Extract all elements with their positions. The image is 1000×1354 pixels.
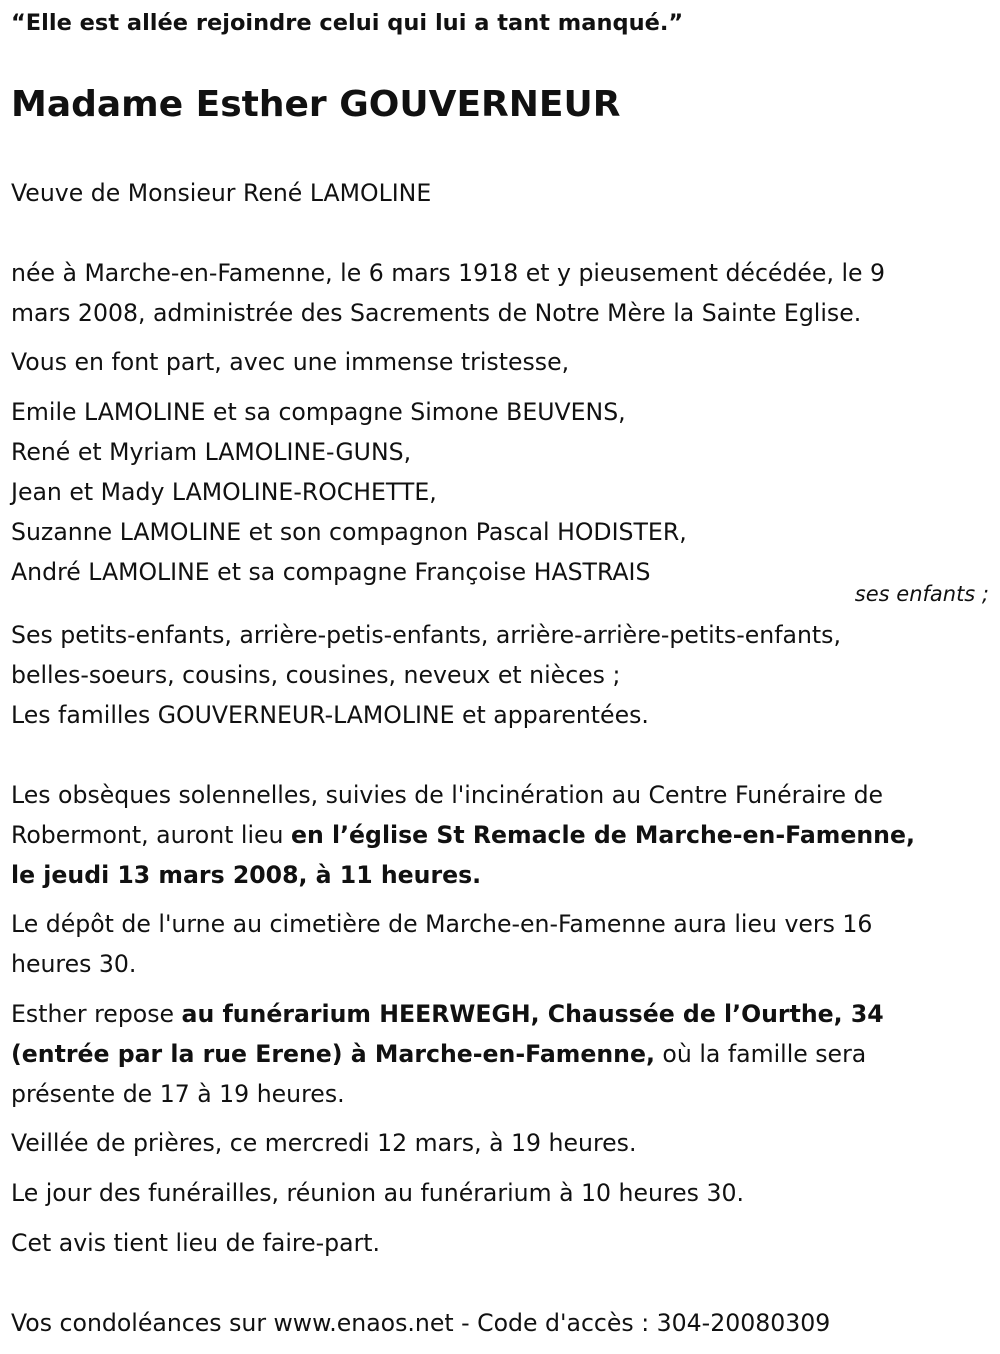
funeral-line-1: Les obsèques solennelles, suivies de l'incinération au Centre Funéraire de <box>11 781 884 809</box>
family-line: belles-soeurs, cousins, cousines, neveux et nièces ; <box>11 661 621 689</box>
urn-line-2: heures 30. <box>11 950 137 978</box>
funeral-line-2 <box>11 815 986 855</box>
widow-line: Veuve de Monsieur René LAMOLINE <box>11 179 432 207</box>
repose-line-2 <box>11 1034 986 1074</box>
repose-family-text: où la famille sera <box>654 1040 867 1068</box>
repose-paragraph <box>11 994 986 1114</box>
funeral-date: le jeudi 13 mars 2008, à 11 heures. <box>11 861 482 889</box>
repose-intro: Esther repose <box>11 1000 182 1028</box>
child-item: André LAMOLINE et sa compagne Françoise HASTRAIS <box>11 558 651 586</box>
condolences-line: Vos condoléances sur www.enaos.net - Code d'accès : 304-20080309 <box>11 1309 831 1337</box>
urn-line-1: Le dépôt de l'urne au cimetière de Marche-en-Famenne aura lieu vers 16 <box>11 910 873 938</box>
family-line: Les familles GOUVERNEUR-LAMOLINE et apparentées. <box>11 701 649 729</box>
child-item: Suzanne LAMOLINE et son compagnon Pascal HODISTER, <box>11 518 687 546</box>
birth-line-1: née à Marche-en-Famenne, le 6 mars 1918 et y pieusement décédée, le 9 <box>11 259 886 287</box>
repose-line-1 <box>11 994 986 1034</box>
funerarium-address: au funérarium HEERWEGH, Chaussée de l’Ourthe, 34 <box>181 1000 884 1028</box>
funeral-line-2-text: Robermont, auront lieu <box>11 821 291 849</box>
funeral-paragraph <box>11 775 986 895</box>
notice-line: Cet avis tient lieu de faire-part. <box>11 1229 381 1257</box>
deceased-name: Madame Esther GOUVERNEUR <box>11 84 621 125</box>
children-label: ses enfants ; <box>854 582 989 606</box>
child-item: Emile LAMOLINE et sa compagne Simone BEUVENS, <box>11 398 626 426</box>
children-list <box>11 392 986 592</box>
extended-family <box>11 615 986 735</box>
repose-hours: présente de 17 à 19 heures. <box>11 1080 345 1108</box>
birth-death-paragraph <box>11 253 986 333</box>
family-line: Ses petits-enfants, arrière-petis-enfants, arrière-arrière-petits-enfants, <box>11 621 841 649</box>
birth-line-2: mars 2008, administrée des Sacrements de Notre Mère la Sainte Eglise. <box>11 299 862 327</box>
funerarium-entrance: (entrée par la rue Erene) à Marche-en-Famenne, <box>11 1040 655 1068</box>
child-item: Jean et Mady LAMOLINE-ROCHETTE, <box>11 478 437 506</box>
meeting-line: Le jour des funérailles, réunion au funérarium à 10 heures 30. <box>11 1179 744 1207</box>
funeral-church: en l’église St Remacle de Marche-en-Famenne, <box>290 821 915 849</box>
child-item: René et Myriam LAMOLINE-GUNS, <box>11 438 412 466</box>
announcement-line: Vous en font part, avec une immense tristesse, <box>11 348 570 376</box>
urn-paragraph <box>11 904 986 984</box>
vigil-line: Veillée de prières, ce mercredi 12 mars, à 19 heures. <box>11 1129 637 1157</box>
epitaph-quote: “Elle est allée rejoindre celui qui lui a tant manqué.” <box>11 10 684 36</box>
